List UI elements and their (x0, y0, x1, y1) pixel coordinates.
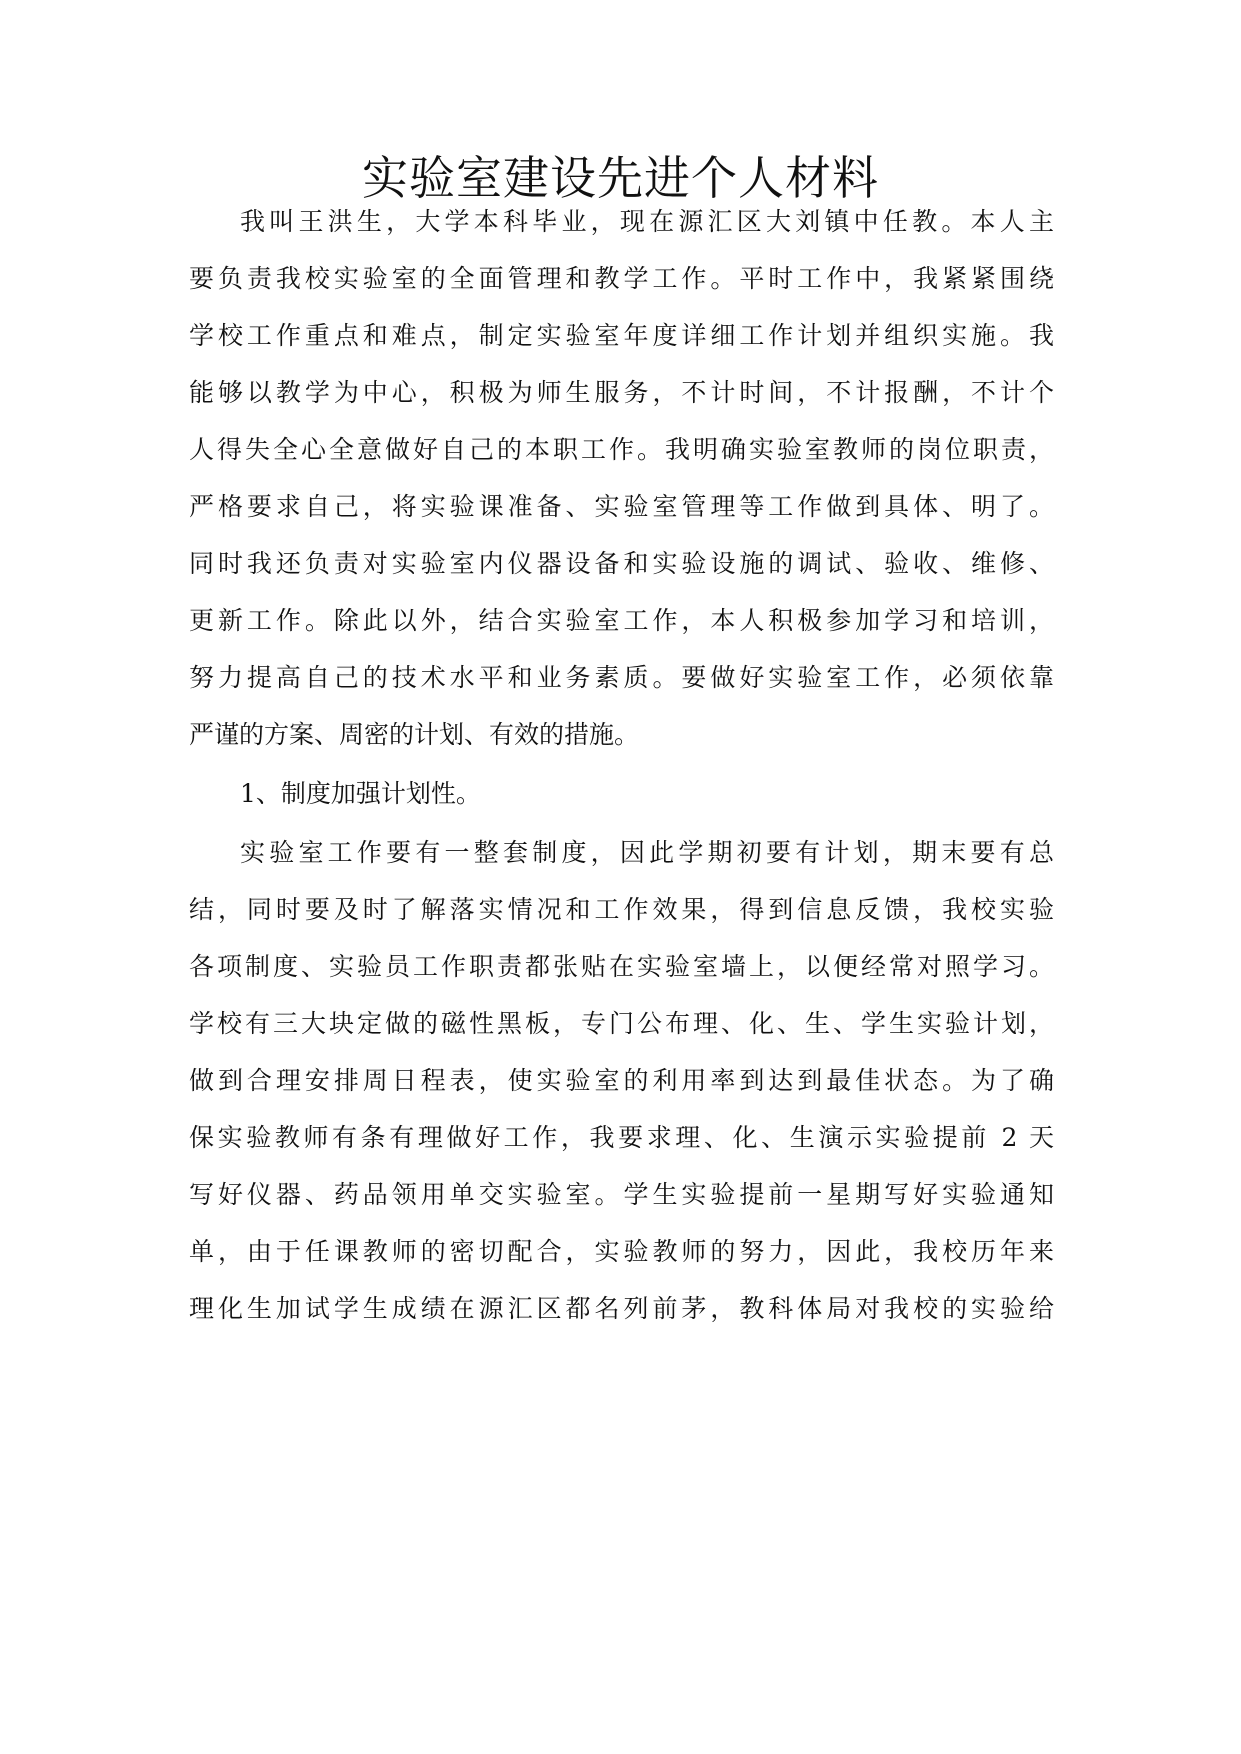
line-text: 保实验教师有条有理做好工作，我要求理、化、生演示实验提前 2 天 (189, 1123, 1054, 1152)
line-text: 理化生加试学生成绩在源汇区都名列前茅，教科体局对我校的实验给 (189, 1294, 1054, 1323)
paragraph-line (0, 430, 1241, 470)
line-text: 学校工作重点和难点，制定实验室年度详细工作计划并组织实施。我 (189, 321, 1054, 350)
line-text: 1、制度加强计划性。 (240, 779, 481, 808)
line-text: 结，同时要及时了解落实情况和工作效果，得到信息反馈，我校实验 (189, 895, 1054, 924)
line-text: 同时我还负责对实验室内仪器设备和实验设施的调试、验收、维修、 (189, 549, 1054, 578)
paragraph-line (0, 1232, 1241, 1272)
paragraph-line (0, 715, 1241, 755)
section-heading (0, 774, 1241, 814)
line-text: 单，由于任课教师的密切配合，实验教师的努力，因此，我校历年来 (189, 1237, 1054, 1266)
line-text: 要负责我校实验室的全面管理和教学工作。平时工作中，我紧紧围绕 (189, 264, 1054, 293)
line-text: 各项制度、实验员工作职责都张贴在实验室墙上，以便经常对照学习。 (189, 952, 1054, 981)
paragraph-line (0, 1175, 1241, 1215)
paragraph-line (0, 1061, 1241, 1101)
paragraph-line (0, 259, 1241, 299)
line-text: 严谨的方案、周密的计划、有效的措施。 (189, 720, 640, 749)
paragraph-line (0, 890, 1241, 930)
line-text: 能够以教学为中心，积极为师生服务，不计时间，不计报酬，不计个 (189, 378, 1054, 407)
paragraph-line (0, 1289, 1241, 1329)
line-text: 写好仪器、药品领用单交实验室。学生实验提前一星期写好实验通知 (189, 1180, 1054, 1209)
paragraph-line (0, 1118, 1241, 1158)
line-text: 实验室工作要有一整套制度，因此学期初要有计划，期末要有总 (240, 838, 1054, 867)
paragraph-line (0, 544, 1241, 584)
paragraph-line (0, 316, 1241, 356)
line-text: 严格要求自己，将实验课准备、实验室管理等工作做到具体、明了。 (189, 492, 1054, 521)
line-text: 努力提高自己的技术水平和业务素质。要做好实验室工作，必须依靠 (189, 663, 1054, 692)
line-text: 更新工作。除此以外，结合实验室工作，本人积极参加学习和培训， (189, 606, 1054, 635)
line-text: 做到合理安排周日程表，使实验室的利用率到达到最佳状态。为了确 (189, 1066, 1054, 1095)
paragraph-line (0, 601, 1241, 641)
paragraph-line (0, 373, 1241, 413)
paragraph-line (0, 658, 1241, 698)
line-text: 学校有三大块定做的磁性黑板，专门公布理、化、生、学生实验计划， (189, 1009, 1054, 1038)
document-title: 实验室建设先进个人材料 (362, 151, 879, 205)
line-text: 人得失全心全意做好自己的本职工作。我明确实验室教师的岗位职责， (189, 435, 1054, 464)
paragraph-line (0, 1004, 1241, 1044)
paragraph-line (0, 947, 1241, 987)
paragraph-line (0, 487, 1241, 527)
line-text: 我叫王洪生，大学本科毕业，现在源汇区大刘镇中任教。本人主 (240, 207, 1054, 236)
paragraph-line (0, 202, 1241, 242)
paragraph-line (0, 833, 1241, 873)
